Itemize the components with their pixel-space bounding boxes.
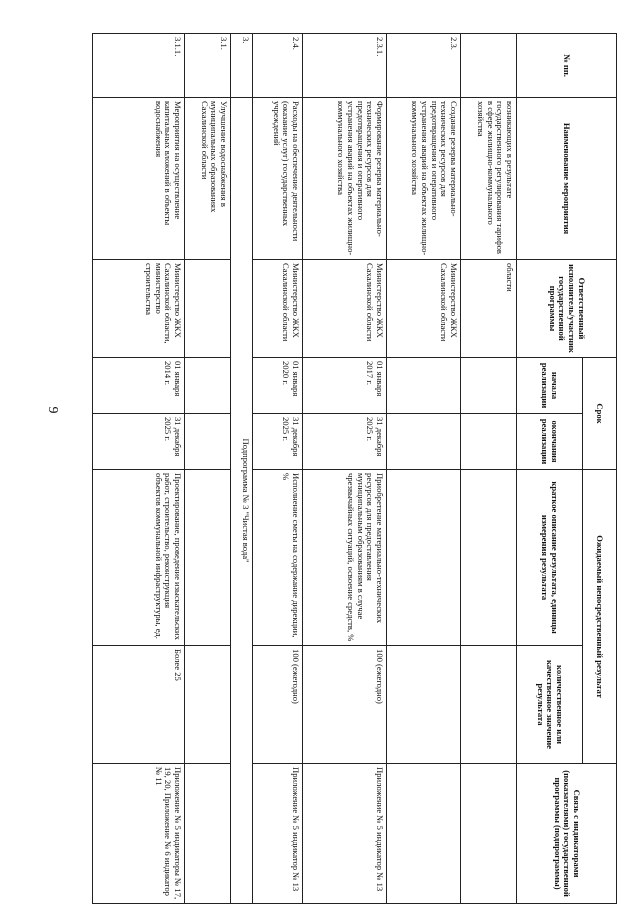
table-row [387, 34, 461, 904]
cell-num: 2.3.1. [303, 34, 387, 98]
cell-end: 31 декабря 2025 г. [253, 414, 303, 470]
cell-executor: области [461, 260, 517, 358]
table-row [93, 34, 185, 904]
cell-name: Создание резерва материально-технических ресурсов для предотвращения и оперативного устранения аварий на объектах жилищно-коммунального хозяйства [387, 98, 461, 260]
activities-table [92, 33, 617, 904]
cell-num: 2.4. [253, 34, 303, 98]
cell-end [185, 414, 231, 470]
header-start: начала реализации [517, 358, 583, 414]
header-executor: Ответственный исполнитель/участник государственной программы [517, 260, 617, 358]
cell-start: 01 января 2014 г. [93, 358, 185, 414]
cell-brief [387, 470, 461, 646]
cell-link [461, 764, 517, 904]
cell-quant: Более 25 [93, 646, 185, 764]
cell-end [461, 414, 517, 470]
cell-start [185, 358, 231, 414]
cell-num: 3.1. [185, 34, 231, 98]
subprogram-title: Подпрограмма № 3 "Чистая вода" [231, 98, 253, 904]
table-row [253, 34, 303, 904]
cell-quant [387, 646, 461, 764]
cell-start: 01 января 2020 г. [253, 358, 303, 414]
cell-num: 3. [231, 34, 253, 98]
header-num: № пп. [517, 34, 617, 98]
cell-executor: Министерство ЖКХ Сахалинской области [387, 260, 461, 358]
cell-brief [185, 470, 231, 646]
cell-link [387, 764, 461, 904]
cell-executor [185, 260, 231, 358]
cell-quant: 100 (ежегодно) [303, 646, 387, 764]
header-quant: количественное или качественное значение результата [517, 646, 583, 764]
cell-num [461, 34, 517, 98]
cell-link: Приложение № 5 индикатор № 13 [303, 764, 387, 904]
cell-brief [461, 470, 517, 646]
header-term: Срок [583, 358, 617, 470]
cell-name: Улучшение водоснабжения в муниципальных образованиях Сахалинской области [185, 98, 231, 260]
cell-name: Мероприятия на осуществление капитальных вложений в объекты водоснабжения [93, 98, 185, 260]
cell-quant: 100 (ежегодно) [253, 646, 303, 764]
cell-executor: Министерство ЖКХ Сахалинской области [303, 260, 387, 358]
cell-name: Формирование резерва материально-технических ресурсов для предотвращения и оперативного устранения аварий на объектах жилищно-коммунального хозяйства [303, 98, 387, 260]
header-name: Наименование мероприятия [517, 98, 617, 260]
cell-start: 01 января 2017 г. [303, 358, 387, 414]
header-link: Связь с индикаторами (показателями) государственной программы (подпрограммы) [517, 764, 617, 904]
table-row [185, 34, 231, 904]
cell-link: Приложение № 5 индикатор № 13 [253, 764, 303, 904]
cell-end: 31 декабря 2025 г. [93, 414, 185, 470]
cell-end: 31 декабря 2025 г. [303, 414, 387, 470]
cell-quant [185, 646, 231, 764]
cell-start [387, 358, 461, 414]
cell-name: Расходы на обеспечение деятельности (оказание услуг) государственных учреждений [253, 98, 303, 260]
cell-name: возникающих в результате государственного регулирования тарифов в сфере жилищно-коммунального хозяйства [461, 98, 517, 260]
cell-num: 2.3. [387, 34, 461, 98]
page-number: 9 [45, 406, 60, 414]
cell-brief: Проектирование, проведение изыскательских работ, строительство, реконструкция объектов коммунальной инфраструктуры, ед. [93, 470, 185, 646]
header-brief: краткое описание результата, единицы измерения результата [517, 470, 583, 646]
cell-brief: Приобретение материально-технических ресурсов для предоставления муниципальным образованиям в случае чрезвычайных ситуаций, освоение средств, % [303, 470, 387, 646]
rotated-page [92, 33, 617, 903]
cell-brief: Исполнение сметы на содержание дирекции, % [253, 470, 303, 646]
cell-executor: Министерство ЖКХ Сахалинской области [253, 260, 303, 358]
cell-link [185, 764, 231, 904]
cell-num: 3.1.1. [93, 34, 185, 98]
cell-start [461, 358, 517, 414]
cell-executor: Министерство ЖКХ Сахалинской области, министерство строительства [93, 260, 185, 358]
cell-link: Приложение № 5 индикаторы № 17, 19, 20, Приложение № 6 индикатор № 11 [93, 764, 185, 904]
cell-end [387, 414, 461, 470]
cell-quant [461, 646, 517, 764]
subprogram-row [231, 34, 253, 904]
table-row [461, 34, 517, 904]
header-end: окончания реализации [517, 414, 583, 470]
header-expected: Ожидаемый непосредственный результат [583, 470, 617, 764]
table-row [303, 34, 387, 904]
